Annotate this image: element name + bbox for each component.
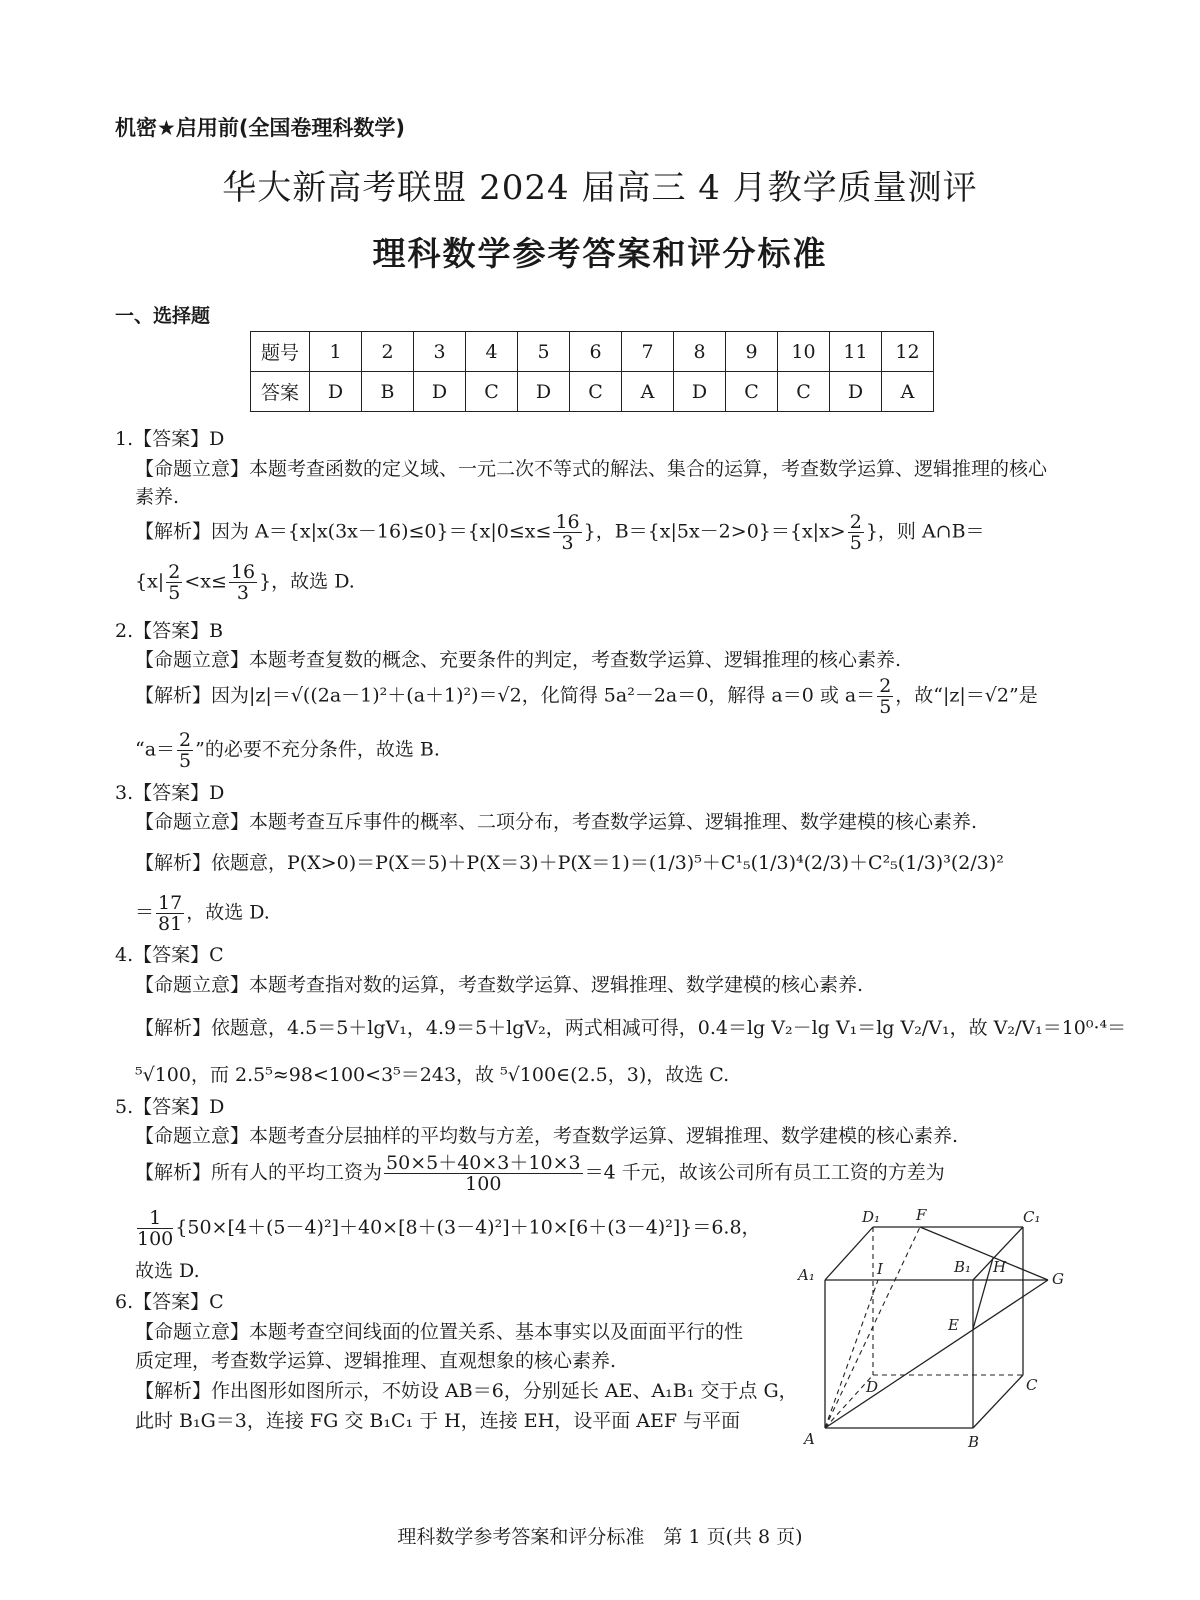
answer-cell: D — [830, 372, 882, 412]
q5-solution-line3: 故选 D. — [135, 1260, 200, 1282]
q1-intent-cont: 素养. — [135, 486, 180, 508]
fraction-16-3 — [553, 512, 581, 553]
q5-sol2-b: {50×[4＋(5－4)²]＋40×[8＋(3－4)²]＋10×[6＋(3－4)²]}＝6.8， — [175, 1216, 761, 1239]
fraction-2-5 — [177, 730, 193, 771]
qnum-cell: 10 — [778, 332, 830, 372]
confidential-header: 机密★启用前(全国卷理科数学) — [115, 116, 406, 140]
qnum-cell: 8 — [674, 332, 726, 372]
label-g: G — [1052, 1270, 1064, 1288]
q5-solution-line1 — [135, 1153, 945, 1194]
label-b1: B₁ — [954, 1258, 972, 1276]
q6-solution-line1: 【解析】作出图形如图所示，不妨设 AB＝6，分别延长 AE、A₁B₁ 交于点 G， — [135, 1380, 798, 1402]
q2-sol-a: 【解析】因为|z|＝√((2a－1)²＋(a＋1)²)＝√2，化简得 5a²－2a＝0，解得 a＝0 或 a＝ — [135, 684, 876, 707]
q1-sol2-b: <x≤ — [184, 570, 227, 593]
fraction-mean-wage — [384, 1153, 583, 1194]
q1-answer: 1.【答案】D — [115, 428, 225, 450]
denominator: 100 — [465, 1173, 502, 1195]
label-b: B — [968, 1433, 980, 1450]
row-label-answer: 答案 — [251, 372, 310, 412]
denominator: 100 — [137, 1228, 174, 1250]
q2-answer: 2.【答案】B — [115, 620, 224, 642]
answer-table — [250, 331, 934, 412]
q6-intent: 【命题立意】本题考查空间线面的位置关系、基本事实以及面面平行的性 — [135, 1321, 744, 1343]
qnum-cell: 2 — [362, 332, 414, 372]
q1-intent: 【命题立意】本题考查函数的定义域、一元二次不等式的解法、集合的运算，考查数学运算、逻辑推理的核心 — [135, 458, 1048, 480]
fraction-1-100 — [137, 1208, 173, 1249]
fraction-2-5 — [877, 676, 893, 717]
answer-cell: B — [362, 372, 414, 412]
q1-sol-b: }，B＝{x|5x－2>0}＝{x|x> — [583, 520, 846, 543]
q2-solution-line2 — [135, 730, 440, 771]
fraction-17-81 — [156, 893, 184, 934]
denominator: 5 — [879, 696, 892, 718]
qnum-cell: 9 — [726, 332, 778, 372]
q2-sol2-b: ”的必要不充分条件，故选 B. — [195, 738, 440, 761]
numerator: 2 — [168, 561, 181, 583]
label-i: I — [877, 1260, 883, 1278]
q4-solution-line1: 【解析】依题意，4.5＝5＋lgV₁，4.9＝5＋lgV₂，两式相减可得，0.4＝lg V₂－lg V₁＝lg V₂/V₁，故 V₂/V₁＝10⁰·⁴＝ — [135, 1017, 1127, 1039]
qnum-cell: 3 — [414, 332, 466, 372]
q2-solution-line1 — [135, 676, 1038, 717]
answer-cell: A — [882, 372, 934, 412]
denominator: 81 — [158, 913, 183, 935]
q5-solution-line2 — [135, 1208, 761, 1249]
qnum-cell: 7 — [622, 332, 674, 372]
line-ai-hidden — [825, 1280, 878, 1428]
answer-cell: A — [622, 372, 674, 412]
denominator: 3 — [561, 532, 574, 554]
q1-sol2-a: {x| — [135, 570, 165, 593]
numerator: 2 — [849, 511, 862, 533]
numerator: 1 — [137, 1208, 173, 1229]
q5-sol-b: ＝4 千元，故该公司所有员工工资的方差为 — [584, 1161, 945, 1184]
answer-row — [251, 372, 934, 412]
qnum-cell: 11 — [830, 332, 882, 372]
label-e: E — [948, 1316, 959, 1334]
q1-solution-line1 — [135, 512, 985, 553]
numerator: 16 — [230, 561, 256, 583]
fraction-16-3 — [229, 562, 257, 603]
label-c1: C₁ — [1023, 1208, 1041, 1226]
q6-answer: 6.【答案】C — [115, 1291, 224, 1313]
qnum-cell: 4 — [466, 332, 518, 372]
edge-bc — [973, 1375, 1023, 1428]
q6-solution-line2: 此时 B₁G＝3，连接 FG 交 B₁C₁ 于 H，连接 EH，设平面 AEF 与平面 — [135, 1410, 741, 1432]
label-c: C — [1026, 1376, 1038, 1394]
q3-intent: 【命题立意】本题考查互斥事件的概率、二项分布，考查数学运算、逻辑推理、数学建模的核心素养. — [135, 811, 978, 833]
q4-answer: 4.【答案】C — [115, 944, 224, 966]
line-fg — [920, 1227, 1048, 1280]
q1-sol-a: 【解析】因为 A＝{x|x(3x－16)≤0}＝{x|0≤x≤ — [135, 520, 552, 543]
label-d1: D₁ — [862, 1208, 881, 1226]
q3-solution-line2 — [135, 893, 270, 934]
fraction-2-5 — [848, 512, 864, 553]
q6-intent-cont: 质定理，考查数学运算、逻辑推理、直观想象的核心素养. — [135, 1350, 617, 1372]
cube-figure — [790, 1200, 1090, 1450]
answer-cell: C — [570, 372, 622, 412]
q2-intent: 【命题立意】本题考查复数的概念、充要条件的判定，考查数学运算、逻辑推理的核心素养. — [135, 649, 902, 671]
numerator: 17 — [158, 892, 183, 914]
q5-answer: 5.【答案】D — [115, 1096, 225, 1118]
edge-a1d1 — [825, 1227, 873, 1280]
answer-key-subtitle: 理科数学参考答案和评分标准 — [372, 234, 828, 273]
q5-intent: 【命题立意】本题考查分层抽样的平均数与方差，考查数学运算、逻辑推理、数学建模的核心素养. — [135, 1125, 959, 1147]
section-multiple-choice: 一、选择题 — [115, 305, 211, 327]
q1-sol2-c: }，故选 D. — [259, 570, 355, 593]
fraction-2-5 — [166, 562, 182, 603]
q4-solution-line2: ⁵√100，而 2.5⁵≈98<100<3⁵＝243，故 ⁵√100∈(2.5，3)，故选 C. — [135, 1064, 730, 1086]
q1-sol-c: }，则 A∩B＝ — [865, 520, 985, 543]
label-h: H — [993, 1258, 1007, 1276]
denominator: 5 — [849, 532, 862, 554]
answer-cell: D — [518, 372, 570, 412]
denominator: 5 — [179, 750, 192, 772]
denominator: 3 — [236, 582, 250, 604]
answer-cell: C — [726, 372, 778, 412]
exam-title: 华大新高考联盟 2024 届高三 4 月教学质量测评 — [222, 168, 978, 208]
qnum-cell: 6 — [570, 332, 622, 372]
denominator: 5 — [168, 582, 181, 604]
answer-cell: D — [674, 372, 726, 412]
row-label-number: 题号 — [251, 332, 310, 372]
label-d: D — [866, 1378, 879, 1396]
page-footer: 理科数学参考答案和评分标准 第 1 页(共 8 页) — [397, 1526, 803, 1548]
answer-cell: C — [778, 372, 830, 412]
line-ag — [825, 1280, 1048, 1428]
q3-solution-line1: 【解析】依题意，P(X>0)＝P(X＝5)＋P(X＝3)＋P(X＝1)＝(1/3)⁵＋C¹₅(1/3)⁴(2/3)＋C²₅(1/3)³(2/3)² — [135, 852, 1004, 874]
numerator: 2 — [879, 675, 892, 697]
label-a1: A₁ — [798, 1266, 815, 1284]
q3-answer: 3.【答案】D — [115, 782, 225, 804]
q5-sol-a: 【解析】所有人的平均工资为 — [135, 1161, 383, 1184]
q3-sol2-a: ＝ — [135, 901, 155, 924]
label-f: F — [916, 1206, 927, 1224]
qnum-cell: 12 — [882, 332, 934, 372]
numerator: 2 — [179, 729, 192, 751]
answer-cell: D — [414, 372, 466, 412]
answer-cell: C — [466, 372, 518, 412]
numerator: 16 — [555, 511, 580, 533]
q4-intent: 【命题立意】本题考查指对数的运算，考查数学运算、逻辑推理、数学建模的核心素养. — [135, 974, 864, 996]
label-a: A — [804, 1430, 815, 1448]
question-number-row — [251, 332, 934, 372]
q1-solution-line2 — [135, 562, 355, 603]
numerator: 50×5＋40×3＋10×3 — [386, 1152, 581, 1174]
qnum-cell: 1 — [310, 332, 362, 372]
q2-sol-b: ，故“|z|＝√2”是 — [895, 684, 1038, 707]
qnum-cell: 5 — [518, 332, 570, 372]
answer-cell: D — [310, 372, 362, 412]
q2-sol2-a: “a＝ — [135, 738, 176, 761]
q3-sol2-b: ，故选 D. — [186, 901, 270, 924]
